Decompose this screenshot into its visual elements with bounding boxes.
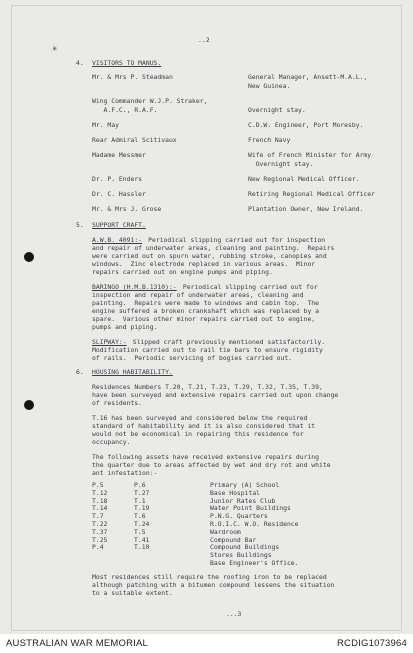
paragraph-line: occupancy. [92, 438, 131, 446]
section-number: 4. [76, 59, 84, 67]
page-number-top: ..2 [198, 36, 210, 44]
craft-text: Periodical slipping carried out for inspection [148, 236, 326, 244]
craft-name: BARINGO (H.M.B.1310):- [92, 283, 177, 291]
asset-building: Wardroom [210, 527, 241, 536]
craft-text: spare. Various other minor repairs carried out to engine, [92, 315, 316, 323]
section-heading: HOUSING HABITABILITY. [92, 368, 173, 376]
visitor-name: Madame Messmer [92, 151, 146, 159]
craft-text: were carried out on spurn water, rubbing stroke, canopies and [92, 252, 327, 260]
craft-text: inspection and repair of underwater areas, cleaning and [92, 291, 304, 299]
paragraph-line: standard of habitability and it is also considered that it [92, 422, 316, 430]
paragraph-line: have been surveyed and extensive repairs carried out upon change [92, 391, 339, 399]
paragraph-line: of residents. [92, 399, 143, 407]
asset-code: T.12 [92, 488, 108, 497]
page-number-bottom: ...3 [226, 610, 242, 618]
craft-text: and repair of underwater areas, cleaning and painting. Repairs [92, 244, 335, 252]
asset-code: T.14 [92, 504, 108, 513]
visitor-description: New Guinea. [248, 82, 291, 90]
paragraph-line: would not be economical in repairing this residence for [92, 430, 304, 438]
paragraph-line: Most residences still require the roofing iron to be replaced [92, 572, 327, 581]
asset-code: T.19 [134, 504, 150, 513]
asset-building: Compound Buildings [210, 543, 280, 552]
asset-code: T.7 [92, 512, 104, 521]
asset-building: Base Engineer's Office. [210, 559, 299, 567]
asset-code: T.24 [134, 520, 150, 528]
visitor-description: Plantation Owner, New Ireland. [248, 205, 364, 213]
craft-text: pumps and piping. [92, 323, 158, 331]
asset-building: Compound Bar [210, 535, 257, 544]
section-number: 5. [76, 221, 84, 229]
visitor-description: Overnight stay. [248, 106, 306, 114]
archive-footer [0, 634, 413, 653]
asset-code: T.18 [92, 496, 108, 505]
asset-building: Stores Buildings [210, 551, 272, 560]
visitor-description: Retiring Regional Medical Officer [248, 190, 375, 198]
craft-name: A.W.B. 4091:- [92, 236, 143, 244]
asset-code: T.27 [134, 488, 150, 497]
craft-name: SLIPWAY:- [92, 338, 127, 346]
document-page [12, 6, 401, 630]
pencil-mark-icon: ✳ [52, 44, 58, 54]
section-number: 6. [76, 368, 84, 376]
section-heading: SUPPORT CRAFT. [92, 221, 146, 229]
paragraph-line: T.16 has been surveyed and considered below the required [92, 414, 308, 422]
asset-building: Junior Rates Club [210, 496, 276, 505]
visitor-description: Overnight stay. [248, 160, 314, 168]
asset-building: R.O.I.C. W.O. Residence [210, 520, 299, 528]
paragraph-line: although patching with a bitumen compound lessens the situation [92, 580, 335, 589]
asset-code: T.10 [134, 543, 150, 552]
archive-id: RCDIG1073964 [337, 638, 407, 649]
visitor-description: Wife of French Minister for Army [248, 151, 372, 159]
craft-text: of rails. Periodic servicing of bogies carried out. [92, 354, 293, 362]
paragraph-line: The following assets have received extensive repairs during [92, 453, 320, 461]
asset-code: T.22 [92, 520, 108, 528]
craft-text: Periodical slipping carried out for [182, 283, 318, 291]
asset-code: T.37 [92, 527, 108, 536]
punch-hole [24, 400, 34, 410]
asset-code: T.41 [134, 535, 150, 544]
archive-name: AUSTRALIAN WAR MEMORIAL [6, 638, 149, 649]
visitor-description: General Manager, Ansett-M.A.L., [248, 73, 368, 81]
visitor-name: Rear Admiral Scitivaux [92, 136, 177, 144]
visitor-name: Wing Commander W.J.P. Straker, [92, 97, 208, 105]
asset-code: P.4 [92, 543, 104, 552]
asset-code: P.5 [92, 481, 104, 489]
paragraph-line: the quarter due to areas affected by wet and dry rot and white [92, 461, 331, 469]
asset-building: Water Point Buildings [210, 504, 291, 513]
asset-code: T.25 [92, 535, 108, 544]
asset-building: Base Hospital [210, 488, 261, 497]
paragraph-line: Residences Numbers T.20, T.21, T.23, T.29, T.32, T.35, T.39, [92, 383, 323, 391]
visitor-name: A.F.C., R.A.F. [92, 106, 158, 114]
asset-code: T.6 [134, 512, 146, 521]
section-heading: VISITORS TO MANUS. [92, 59, 162, 67]
visitor-name: Mr. & Mrs P. Steadman [92, 73, 173, 81]
asset-code: T.1 [134, 496, 146, 505]
visitor-description: French Navy [248, 136, 291, 144]
visitor-description: C.D.W. Engineer, Port Moresby. [248, 121, 364, 129]
asset-building: P.N.G. Quarters [210, 512, 268, 521]
craft-text: engine suffered a broken crankshaft which was replaced by a [92, 307, 320, 315]
paragraph-line: to a suitable extent. [92, 588, 173, 597]
visitor-name: Mr. May [92, 121, 119, 129]
paragraph-line: ant infestation:- [92, 469, 158, 477]
asset-code: P.6 [134, 481, 146, 489]
craft-text: Slipped craft previously mentioned satisfactorily. [132, 338, 326, 346]
craft-text: windows. Zinc electrode replaced in various areas. Minor [92, 260, 316, 268]
craft-text: painting. Repairs were made to windows and cabin top. The [92, 299, 320, 307]
asset-building: Primary (A) School [210, 481, 280, 489]
asset-code: T.5 [134, 527, 146, 536]
punch-hole [24, 252, 34, 262]
craft-text: repairs carried out on engine pumps and piping. [92, 268, 273, 276]
visitor-name: Mr. & Mrs J. Grose [92, 205, 162, 213]
visitor-name: Dr. C. Hassler [92, 190, 146, 198]
craft-text: Modification carried out to rail tie bars to ensure rigidity [92, 346, 323, 354]
visitor-description: New Regional Medical Officer. [248, 175, 360, 183]
visitor-name: Dr. P. Enders [92, 175, 143, 183]
